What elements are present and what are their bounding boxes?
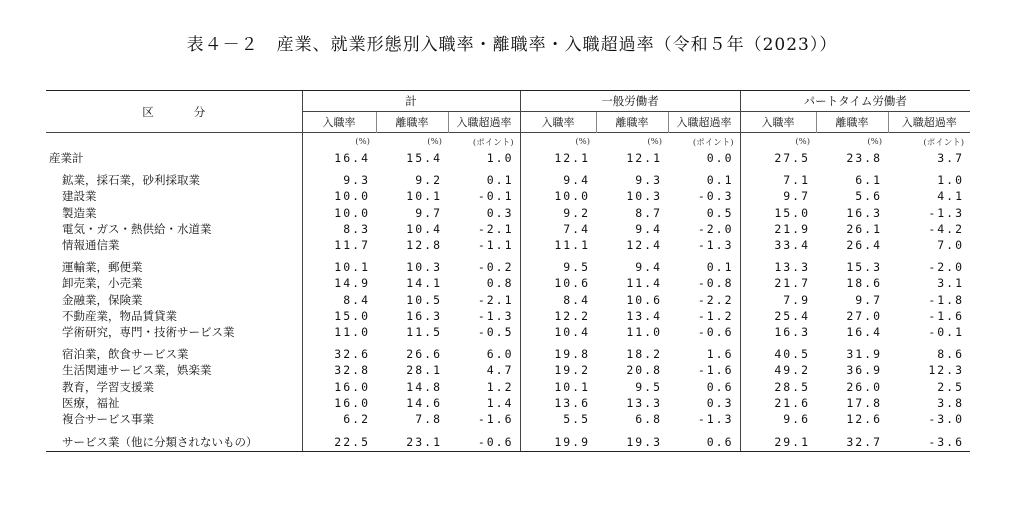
rate-cell: -1.3 bbox=[477, 308, 514, 323]
rate-cell: 6.1 bbox=[855, 173, 883, 188]
rate-cell: -2.1 bbox=[477, 221, 514, 236]
rate-cell: 12.4 bbox=[626, 238, 663, 253]
industry-label: 不動産業，物品賃貸業 bbox=[62, 308, 177, 323]
rate-cell: 26.6 bbox=[406, 347, 442, 362]
rate-cell: 8.7 bbox=[635, 205, 663, 220]
rate-cell: -2.0 bbox=[928, 260, 965, 275]
rate-cell: -2.1 bbox=[477, 292, 514, 307]
rate-cell: -0.2 bbox=[477, 260, 514, 275]
unit-label: (%) bbox=[376, 133, 448, 151]
rate-cell: 11.5 bbox=[406, 324, 442, 339]
rate-cell: -1.3 bbox=[697, 411, 734, 426]
table-row bbox=[46, 433, 970, 452]
rate-cell: 25.4 bbox=[740, 308, 816, 324]
table-row bbox=[46, 275, 970, 291]
industry-label: 宿泊業，飲食サービス業 bbox=[62, 347, 189, 362]
rate-cell: 9.5 bbox=[635, 379, 663, 394]
rate-cell: 11.7 bbox=[302, 237, 376, 253]
rate-cell: 21.7 bbox=[740, 275, 816, 291]
rate-cell: 18.2 bbox=[626, 347, 663, 362]
rate-cell: -0.8 bbox=[697, 276, 734, 291]
rate-cell: 0.8 bbox=[486, 276, 514, 291]
industry-label: サービス業（他に分類されないもの） bbox=[46, 433, 302, 452]
industry-label: 医療，福祉 bbox=[62, 395, 120, 410]
rate-cell: 9.5 bbox=[520, 259, 596, 275]
table-row bbox=[46, 324, 970, 340]
rate-cell: -0.6 bbox=[448, 433, 520, 452]
rate-cell: -2.0 bbox=[697, 221, 734, 236]
rate-cell: 21.9 bbox=[740, 221, 816, 237]
rate-cell: 3.1 bbox=[937, 276, 965, 291]
rate-cell: 11.0 bbox=[626, 324, 663, 339]
rate-cell: 0.3 bbox=[486, 205, 514, 220]
rate-cell: -1.3 bbox=[697, 238, 734, 253]
group-header-total: 計 bbox=[302, 91, 520, 112]
rate-cell: 19.9 bbox=[520, 433, 596, 452]
subcolumn-header: 入職超過率 bbox=[668, 112, 740, 133]
table-row bbox=[46, 292, 970, 308]
rate-cell: 1.6 bbox=[706, 347, 734, 362]
rate-cell: 20.8 bbox=[626, 363, 663, 378]
table-row bbox=[46, 150, 970, 166]
rate-cell: 10.1 bbox=[302, 259, 376, 275]
unit-label: (%) bbox=[596, 133, 668, 151]
rate-cell: 8.4 bbox=[520, 292, 596, 308]
industry-label: 運輸業，郵便業 bbox=[62, 260, 143, 275]
rate-cell: 12.2 bbox=[520, 308, 596, 324]
group-header-general: 一般労働者 bbox=[520, 91, 740, 112]
rate-cell: 10.1 bbox=[406, 189, 442, 204]
industry-label: 生活関連サービス業，娯楽業 bbox=[62, 363, 212, 378]
rate-cell: 19.3 bbox=[596, 433, 668, 452]
rate-cell: 26.0 bbox=[846, 379, 883, 394]
rate-cell: 11.0 bbox=[302, 324, 376, 340]
rate-cell: 13.3 bbox=[740, 259, 816, 275]
rate-cell: 2.5 bbox=[937, 379, 965, 394]
rate-cell: 16.3 bbox=[846, 205, 883, 220]
rate-cell: -0.6 bbox=[697, 324, 734, 339]
industry-label: 情報通信業 bbox=[62, 238, 120, 253]
rate-cell: -1.2 bbox=[697, 308, 734, 323]
rate-cell: 10.5 bbox=[406, 292, 442, 307]
rate-cell: 40.5 bbox=[740, 346, 816, 362]
rate-cell: 9.7 bbox=[740, 188, 816, 204]
rate-cell: 9.7 bbox=[855, 292, 883, 307]
rate-cell: 27.5 bbox=[740, 150, 816, 166]
rate-cell: 28.5 bbox=[740, 378, 816, 394]
table-row bbox=[46, 237, 970, 253]
rate-cell: -1.6 bbox=[477, 411, 514, 426]
rate-cell: 6.0 bbox=[486, 347, 514, 362]
group-header-parttime: パートタイム労働者 bbox=[740, 91, 970, 112]
rate-cell: 49.2 bbox=[740, 362, 816, 378]
rate-cell: 26.1 bbox=[846, 221, 883, 236]
industry-label: 学術研究，専門・技術サービス業 bbox=[62, 324, 235, 339]
subcolumn-header: 入職超過率 bbox=[888, 112, 970, 133]
rate-cell: 14.6 bbox=[406, 395, 442, 410]
rate-cell: -0.1 bbox=[477, 189, 514, 204]
rate-cell: 23.1 bbox=[376, 433, 448, 452]
rate-cell: 12.3 bbox=[928, 363, 965, 378]
rate-cell: 18.6 bbox=[846, 276, 883, 291]
rate-cell: -1.8 bbox=[928, 292, 965, 307]
rate-cell: 6.2 bbox=[302, 411, 376, 427]
rate-cell: 15.0 bbox=[740, 205, 816, 221]
rate-cell: 12.1 bbox=[626, 151, 663, 166]
rate-cell: 0.0 bbox=[706, 151, 734, 166]
rate-cell: 0.1 bbox=[706, 173, 734, 188]
rate-cell: 8.6 bbox=[937, 347, 965, 362]
rate-cell: -0.5 bbox=[477, 324, 514, 339]
rate-cell: 16.3 bbox=[740, 324, 816, 340]
rate-cell: 16.3 bbox=[406, 308, 442, 323]
rate-cell: 14.8 bbox=[406, 379, 442, 394]
rate-cell: -0.1 bbox=[928, 324, 965, 339]
table-title: 表４－２ 産業、就業形態別入職率・離職率・入職超過率（令和５年（2023）） bbox=[186, 35, 838, 55]
rate-cell: 12.8 bbox=[406, 238, 442, 253]
rate-cell: 10.0 bbox=[302, 188, 376, 204]
rate-cell: 13.3 bbox=[626, 395, 663, 410]
industry-label: 電気・ガス・熱供給・水道業 bbox=[62, 221, 212, 236]
rate-cell: 5.5 bbox=[520, 411, 596, 427]
rate-cell: 33.4 bbox=[740, 237, 816, 253]
rate-cell: 1.4 bbox=[486, 395, 514, 410]
rate-cell: 15.0 bbox=[302, 308, 376, 324]
rate-cell: 12.6 bbox=[846, 411, 883, 426]
table-row bbox=[46, 205, 970, 221]
rate-cell: 9.4 bbox=[635, 221, 663, 236]
rate-cell: -1.1 bbox=[477, 238, 514, 253]
rate-cell: 10.0 bbox=[520, 188, 596, 204]
industry-label: 複合サービス事業 bbox=[62, 411, 154, 426]
rate-cell: -1.3 bbox=[928, 205, 965, 220]
subcolumn-header: 離職率 bbox=[816, 112, 888, 133]
rate-cell: -1.6 bbox=[928, 308, 965, 323]
rate-cell: 11.1 bbox=[520, 237, 596, 253]
rate-cell: 0.1 bbox=[706, 260, 734, 275]
rate-cell: 31.9 bbox=[846, 347, 883, 362]
rate-cell: 0.5 bbox=[706, 205, 734, 220]
rate-cell: 6.8 bbox=[635, 411, 663, 426]
rate-cell: 10.6 bbox=[520, 275, 596, 291]
subcolumn-header: 入職超過率 bbox=[448, 112, 520, 133]
rate-cell: 0.6 bbox=[668, 433, 740, 452]
rate-cell: 0.3 bbox=[706, 395, 734, 410]
rate-cell: 32.7 bbox=[816, 433, 888, 452]
rate-cell: 0.1 bbox=[486, 173, 514, 188]
rate-cell: 7.9 bbox=[740, 292, 816, 308]
rate-cell: 16.0 bbox=[302, 395, 376, 411]
unit-label: (%) bbox=[740, 133, 816, 151]
rate-cell: -2.2 bbox=[697, 292, 734, 307]
rate-cell: -4.2 bbox=[928, 221, 965, 236]
rate-cell: 28.1 bbox=[406, 363, 442, 378]
rate-cell: 7.1 bbox=[740, 172, 816, 188]
rate-cell: 1.0 bbox=[486, 151, 514, 166]
turnover-rate-table bbox=[46, 90, 970, 452]
rate-cell: 12.1 bbox=[520, 150, 596, 166]
table-row bbox=[46, 411, 970, 427]
rate-cell: 9.6 bbox=[740, 411, 816, 427]
rate-cell: 7.0 bbox=[937, 238, 965, 253]
rate-cell: 9.2 bbox=[415, 173, 442, 188]
rate-cell: 13.4 bbox=[626, 308, 663, 323]
rate-cell: 10.6 bbox=[626, 292, 663, 307]
rate-cell: 32.6 bbox=[302, 346, 376, 362]
rate-cell: 10.0 bbox=[302, 205, 376, 221]
rate-cell: 19.8 bbox=[520, 346, 596, 362]
rate-cell: 8.4 bbox=[302, 292, 376, 308]
rate-cell: 4.7 bbox=[486, 363, 514, 378]
rate-cell: 10.3 bbox=[626, 189, 663, 204]
rate-cell: 0.6 bbox=[706, 379, 734, 394]
rate-cell: 10.4 bbox=[520, 324, 596, 340]
industry-label: 教育，学習支援業 bbox=[62, 379, 154, 394]
row-header-label: 区分 bbox=[46, 91, 302, 133]
table-row bbox=[46, 346, 970, 362]
rate-cell: 26.4 bbox=[846, 238, 883, 253]
rate-cell: -3.6 bbox=[888, 433, 970, 452]
rate-cell: 11.4 bbox=[626, 276, 663, 291]
rate-cell: 9.3 bbox=[302, 172, 376, 188]
rate-cell: 17.8 bbox=[846, 395, 883, 410]
rate-cell: 9.4 bbox=[520, 172, 596, 188]
table-row bbox=[46, 395, 970, 411]
table-row bbox=[46, 172, 970, 188]
rate-cell: 9.2 bbox=[520, 205, 596, 221]
rate-cell: 4.1 bbox=[937, 189, 965, 204]
units-row-spacer bbox=[46, 133, 302, 151]
subcolumn-header: 入職率 bbox=[740, 112, 816, 133]
unit-label: (ポイント) bbox=[888, 133, 970, 151]
rate-cell: 16.0 bbox=[302, 378, 376, 394]
rate-cell: 3.7 bbox=[937, 151, 965, 166]
table-row bbox=[46, 188, 970, 204]
unit-label: (ポイント) bbox=[448, 133, 520, 151]
rate-cell: 5.6 bbox=[855, 189, 883, 204]
rate-cell: 7.4 bbox=[520, 221, 596, 237]
rate-cell: -3.0 bbox=[928, 411, 965, 426]
unit-label: (%) bbox=[520, 133, 596, 151]
rate-cell: 10.3 bbox=[406, 260, 442, 275]
industry-label: 製造業 bbox=[62, 205, 97, 220]
industry-label: 卸売業，小売業 bbox=[62, 276, 143, 291]
rate-cell: 10.1 bbox=[520, 378, 596, 394]
rate-cell: 32.8 bbox=[302, 362, 376, 378]
table-row bbox=[46, 378, 970, 394]
industry-label: 建設業 bbox=[62, 189, 97, 204]
rate-cell: 21.6 bbox=[740, 395, 816, 411]
rate-cell: 1.2 bbox=[486, 379, 514, 394]
rate-cell: 13.6 bbox=[520, 395, 596, 411]
subcolumn-header: 離職率 bbox=[376, 112, 448, 133]
rate-cell: 14.1 bbox=[406, 276, 442, 291]
rate-cell: -0.3 bbox=[697, 189, 734, 204]
industry-label: 金融業，保険業 bbox=[62, 292, 143, 307]
subcolumn-header: 離職率 bbox=[596, 112, 668, 133]
subcolumn-header: 入職率 bbox=[302, 112, 376, 133]
table-row bbox=[46, 221, 970, 237]
rate-cell: 22.5 bbox=[302, 433, 376, 452]
table-row bbox=[46, 362, 970, 378]
rate-cell: 1.0 bbox=[937, 173, 965, 188]
rate-cell: 36.9 bbox=[846, 363, 883, 378]
rate-cell: 15.3 bbox=[846, 260, 883, 275]
unit-label: (ポイント) bbox=[668, 133, 740, 151]
rate-cell: 15.4 bbox=[406, 151, 442, 166]
table-row bbox=[46, 308, 970, 324]
rate-cell: 23.8 bbox=[846, 151, 883, 166]
rate-cell: 9.3 bbox=[635, 173, 663, 188]
rate-cell: 14.9 bbox=[302, 275, 376, 291]
rate-cell: 9.7 bbox=[415, 205, 442, 220]
rate-cell: 29.1 bbox=[740, 433, 816, 452]
rate-cell: 19.2 bbox=[520, 362, 596, 378]
rate-cell: 3.8 bbox=[937, 395, 965, 410]
rate-cell: 10.4 bbox=[406, 221, 442, 236]
rate-cell: 9.4 bbox=[635, 260, 663, 275]
rate-cell: 16.4 bbox=[846, 324, 883, 339]
rate-cell: 16.4 bbox=[302, 150, 376, 166]
rate-cell: 27.0 bbox=[846, 308, 883, 323]
unit-label: (%) bbox=[816, 133, 888, 151]
subcolumn-header: 入職率 bbox=[520, 112, 596, 133]
rate-cell: -1.6 bbox=[697, 363, 734, 378]
rate-cell: 8.3 bbox=[302, 221, 376, 237]
rate-cell: 7.8 bbox=[415, 411, 442, 426]
industry-label: 産業計 bbox=[49, 151, 84, 166]
table-row bbox=[46, 259, 970, 275]
unit-label: (%) bbox=[302, 133, 376, 151]
industry-label: 鉱業，採石業，砂利採取業 bbox=[62, 173, 200, 188]
